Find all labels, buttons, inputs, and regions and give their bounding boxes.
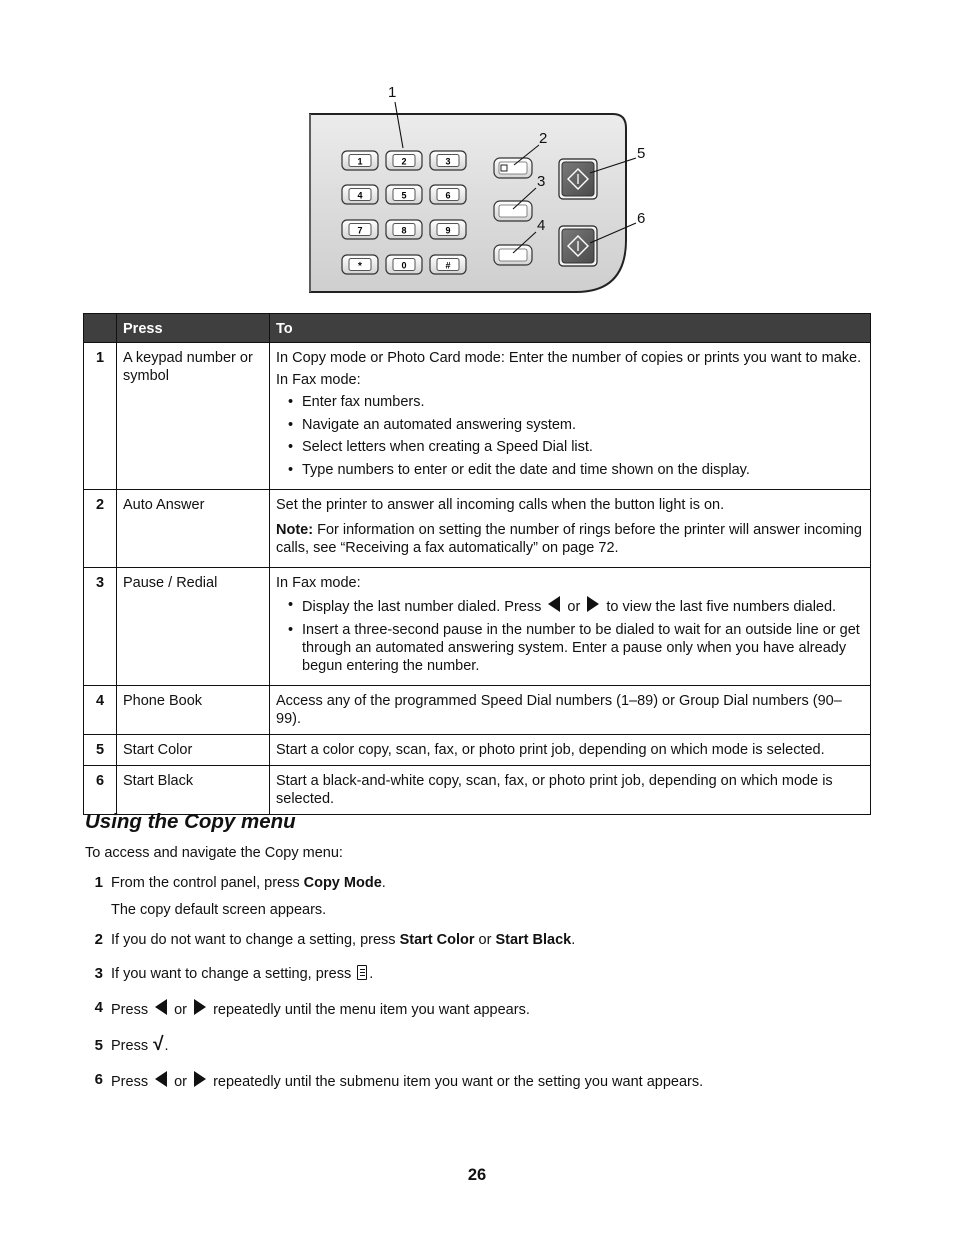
step-text: Press √. — [111, 1034, 169, 1055]
key-star: * — [358, 261, 362, 272]
row-press: Phone Book — [117, 686, 270, 735]
control-panel-button-table — [83, 313, 871, 815]
start-black-button — [559, 226, 597, 266]
step-subtext: The copy default screen appears. — [111, 902, 327, 918]
row-to — [270, 568, 871, 686]
right-arrow-icon — [194, 999, 206, 1015]
menu-icon — [357, 965, 367, 980]
table-header-row — [84, 314, 871, 343]
step-bold: Copy Mode — [303, 875, 382, 891]
key-5: 5 — [401, 190, 407, 201]
bullet-list — [276, 596, 865, 675]
bullet-text: to view the last five numbers dialed. — [602, 599, 837, 615]
row-press: Start Color — [117, 735, 270, 766]
step-text: If you do not want to change a setting, press Start Color or Start Black. — [111, 932, 576, 948]
table-row — [84, 343, 871, 490]
row-press: Pause / Redial — [117, 568, 270, 686]
auto-answer-button — [494, 158, 532, 178]
row-text: Set the printer to answer all incoming calls when the button light is on. — [276, 497, 725, 513]
row-press: Start Black — [117, 766, 270, 815]
row-number: 4 — [84, 686, 117, 735]
table-row — [84, 735, 871, 766]
key-6: 6 — [445, 190, 451, 201]
list-item: • Type numbers to enter or edit the date and time shown on the display. — [302, 461, 865, 479]
row-to: Start a color copy, scan, fax, or photo print job, depending on which mode is selected. — [270, 735, 871, 766]
row-number: 2 — [84, 490, 117, 568]
key-4: 4 — [357, 190, 363, 201]
control-panel-figure — [308, 80, 648, 296]
list-item: • Navigate an automated answering system. — [302, 416, 865, 434]
key-3: 3 — [445, 156, 451, 167]
left-arrow-icon — [155, 999, 167, 1015]
bullet-text: or — [563, 599, 585, 615]
header-to: To — [270, 314, 871, 343]
step-text: From the control panel, press Copy Mode. — [111, 875, 386, 891]
row-to — [270, 343, 871, 490]
callout-1: 1 — [388, 84, 397, 101]
key-9: 9 — [445, 225, 451, 236]
row-text: In Copy mode or Photo Card mode: Enter the number of copies or prints you want to make. — [276, 350, 862, 366]
key-1: 1 — [357, 156, 363, 167]
table-row — [84, 490, 871, 568]
header-press: Press — [117, 314, 270, 343]
key-hash: # — [445, 260, 451, 271]
page-number: 26 — [467, 1166, 487, 1184]
bullet-list — [276, 393, 865, 479]
list-item: • Select letters when creating a Speed Dial list. — [302, 438, 865, 456]
callout-2: 2 — [539, 130, 548, 147]
table-row — [84, 766, 871, 815]
table-row — [84, 568, 871, 686]
key-8: 8 — [401, 225, 407, 236]
right-arrow-icon — [587, 596, 599, 612]
step-number: 1 — [94, 874, 103, 891]
pause-redial-button — [494, 201, 532, 221]
list-item: • Insert a three-second pause in the number to be dialed to wait for an outside line or get through an automated answering system. Enter a pause only when you have already begun entering the number. — [302, 621, 865, 675]
step-text: Press or repeatedly until the menu item you want appears. — [111, 999, 530, 1019]
table-row — [84, 686, 871, 735]
note-text: For information on setting the number of rings before the printer will answer incoming calls, see “Receiving a fax automatically” on page 72. — [276, 522, 862, 556]
left-arrow-icon — [155, 1071, 167, 1087]
list-item: • Enter fax numbers. — [302, 393, 865, 411]
step-bold: Start Black — [495, 932, 572, 948]
key-0: 0 — [401, 260, 407, 271]
step-number: 5 — [94, 1037, 103, 1054]
row-number: 5 — [84, 735, 117, 766]
row-to: Start a black-and-white copy, scan, fax, or photo print job, depending on which mode is selected. — [270, 766, 871, 815]
step-bold: Start Color — [399, 932, 475, 948]
step-text: If you want to change a setting, press . — [111, 966, 374, 982]
list-item — [302, 596, 865, 616]
row-press: A keypad number or symbol — [117, 343, 270, 490]
start-color-button — [559, 159, 597, 199]
row-to — [270, 490, 871, 568]
row-number: 6 — [84, 766, 117, 815]
phone-book-button — [494, 245, 532, 265]
light-square-icon — [501, 165, 507, 171]
note-label: Note: — [276, 522, 314, 538]
key-7: 7 — [357, 225, 363, 236]
step-number: 4 — [94, 999, 103, 1016]
callout-4: 4 — [537, 217, 546, 234]
key-2: 2 — [401, 156, 407, 167]
step-number: 3 — [94, 965, 103, 982]
bullet-text: Display the last number dialed. Press — [302, 599, 546, 615]
step-text: Press or repeatedly until the submenu item you want or the setting you want appears. — [111, 1071, 703, 1091]
row-number: 1 — [84, 343, 117, 490]
row-text: In Fax mode: — [276, 372, 361, 388]
check-icon: √ — [153, 1034, 164, 1055]
step-number: 6 — [94, 1071, 103, 1088]
row-note — [276, 521, 865, 557]
right-arrow-icon — [194, 1071, 206, 1087]
callout-6: 6 — [637, 210, 646, 227]
step-number: 2 — [94, 931, 103, 948]
callout-3: 3 — [537, 173, 546, 190]
section-heading: Using the Copy menu — [85, 810, 296, 833]
section-intro: To access and navigate the Copy menu: — [85, 845, 343, 861]
row-press: Auto Answer — [117, 490, 270, 568]
callout-5: 5 — [637, 145, 646, 162]
row-text: In Fax mode: — [276, 575, 361, 591]
row-number: 3 — [84, 568, 117, 686]
header-number — [84, 314, 117, 343]
left-arrow-icon — [548, 596, 560, 612]
row-to: Access any of the programmed Speed Dial numbers (1–89) or Group Dial numbers (90–99). — [270, 686, 871, 735]
